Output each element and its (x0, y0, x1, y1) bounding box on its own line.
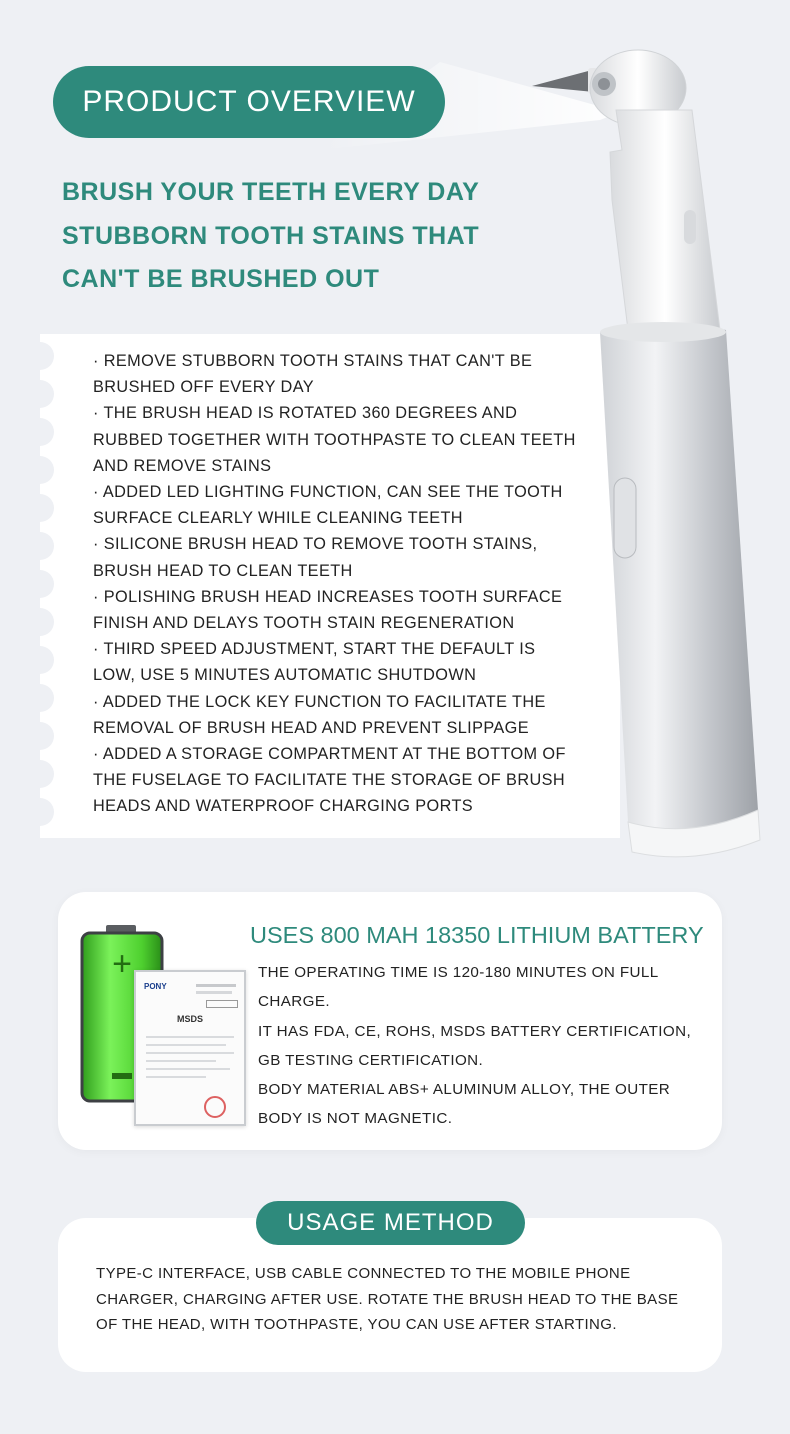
svg-text:+: + (112, 945, 132, 983)
headline-line-3: CAN'T BE BRUSHED OUT (62, 265, 380, 293)
feature-line: HEADS AND WATERPROOF CHARGING PORTS (93, 797, 474, 816)
feature-line: LOW, USE 5 MINUTES AUTOMATIC SHUTDOWN (93, 666, 477, 685)
usage-method-pill (256, 1201, 525, 1245)
usage-method-label: USAGE METHOD (287, 1209, 494, 1236)
headline-line-2: STUBBORN TOOTH STAINS THAT (62, 222, 480, 250)
feature-line: REMOVAL OF BRUSH HEAD AND PREVENT SLIPPAGE (93, 718, 529, 737)
headline-line-1: BRUSH YOUR TEETH EVERY DAY (62, 178, 480, 206)
battery-line: BODY MATERIAL ABS+ ALUMINUM ALLOY, THE OUTER (258, 1081, 671, 1099)
feature-line: AND REMOVE STAINS (93, 456, 272, 475)
product-overview-label: PRODUCT OVERVIEW (82, 85, 416, 118)
feature-line: · SILICONE BRUSH HEAD TO REMOVE TOOTH STAINS, (93, 535, 538, 554)
feature-line: THE FUSELAGE TO FACILITATE THE STORAGE OF BRUSH (93, 771, 566, 790)
feature-line: BRUSH HEAD TO CLEAN TEETH (93, 561, 353, 580)
feature-line: · REMOVE STUBBORN TOOTH STAINS THAT CAN'T BE (93, 352, 533, 370)
feature-line: · ADDED THE LOCK KEY FUNCTION TO FACILITATE THE (93, 692, 546, 711)
tooth-polisher-device-image (520, 40, 780, 870)
product-overview-pill (53, 66, 445, 138)
feature-line: · POLISHING BRUSH HEAD INCREASES TOOTH SURFACE (93, 587, 563, 606)
battery-line: BODY IS NOT MAGNETIC. (258, 1110, 453, 1128)
msds-certificate-image (134, 970, 246, 1126)
battery-title: USES 800 MAH 18350 LITHIUM BATTERY (250, 922, 704, 948)
certificate-brand: PONY (144, 982, 167, 991)
certificate-doc-title: MSDS (176, 1014, 203, 1024)
feature-line: RUBBED TOGETHER WITH TOOTHPASTE TO CLEAN TEETH (93, 430, 576, 449)
feature-line: · THIRD SPEED ADJUSTMENT, START THE DEFAULT IS (93, 640, 536, 659)
battery-line: IT HAS FDA, CE, ROHS, MSDS BATTERY CERTIFICATION, (258, 1022, 692, 1040)
feature-line: · THE BRUSH HEAD IS ROTATED 360 DEGREES AND (93, 404, 518, 423)
battery-description (258, 958, 708, 1134)
usage-text: TYPE-C INTERFACE, USB CABLE CONNECTED TO THE MOBILE PHONE CHARGER, CHARGING AFTER USE. ROTATE THE BRUSH HEAD TO THE BASE OF THE HEAD, WITH TOOTHPASTE, YOU CAN USE AFTER STARTING. (96, 1265, 679, 1334)
battery-line: THE OPERATING TIME IS 120-180 MINUTES ON FULL (258, 964, 659, 981)
battery-line: GB TESTING CERTIFICATION. (258, 1051, 484, 1069)
feature-line: BRUSHED OFF EVERY DAY (93, 378, 315, 397)
feature-line: · ADDED A STORAGE COMPARTMENT AT THE BOTTOM OF (93, 745, 566, 764)
feature-line: · ADDED LED LIGHTING FUNCTION, CAN SEE THE TOOTH (93, 483, 563, 502)
battery-line: CHARGE. (258, 993, 330, 1011)
feature-line: SURFACE CLEARLY WHILE CLEANING TEETH (93, 509, 463, 528)
feature-line: FINISH AND DELAYS TOOTH STAIN REGENERATION (93, 614, 515, 633)
